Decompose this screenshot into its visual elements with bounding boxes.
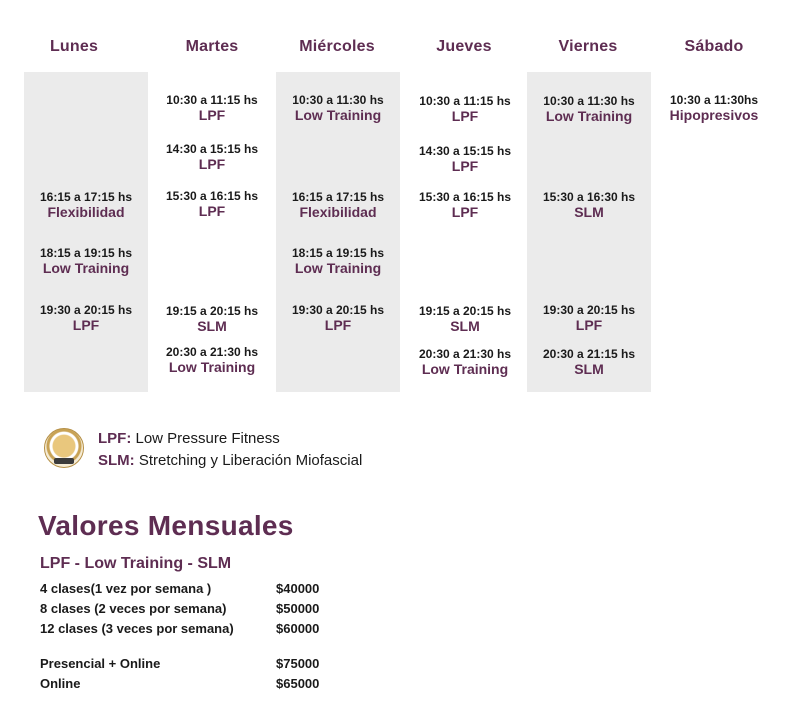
class-slot	[275, 303, 401, 333]
price-value: $60000	[276, 621, 320, 636]
class-slot	[651, 93, 777, 123]
slot-class: SLM	[574, 361, 604, 377]
slot-time: 14:30 a 15:15 hs	[165, 142, 259, 156]
class-slot	[402, 347, 528, 377]
legend-text: Low Pressure Fitness	[131, 430, 280, 447]
slot-time: 16:15 a 17:15 hs	[39, 190, 133, 204]
class-slot	[149, 189, 275, 219]
slot-time: 18:15 a 19:15 hs	[39, 246, 133, 260]
class-slot	[23, 190, 149, 220]
class-slot	[23, 303, 149, 333]
class-slot	[275, 93, 401, 123]
price-label: Presencial + Online	[40, 656, 161, 671]
class-slot	[402, 304, 528, 334]
class-slot	[402, 144, 528, 174]
slot-class: Low Training	[421, 361, 509, 377]
slot-class: LPF	[451, 204, 479, 220]
class-slot	[149, 142, 275, 172]
class-slot	[149, 93, 275, 123]
slot-time: 20:30 a 21:30 hs	[165, 345, 259, 359]
slot-time: 10:30 a 11:15 hs	[166, 93, 258, 107]
day-header-viernes: Viernes	[558, 38, 618, 55]
class-slot	[149, 304, 275, 334]
slot-class: Low Training	[294, 260, 382, 276]
slot-time: 19:30 a 20:15 hs	[542, 303, 636, 317]
class-slot	[23, 246, 149, 276]
class-slot	[526, 347, 652, 377]
slot-class: Flexibilidad	[299, 204, 377, 220]
slot-class: SLM	[574, 204, 604, 220]
slot-time: 15:30 a 16:15 hs	[165, 189, 259, 203]
class-slot	[402, 190, 528, 220]
slot-class: Low Training	[168, 359, 256, 375]
day-header-lunes: Lunes	[49, 38, 99, 55]
slot-time: 20:30 a 21:30 hs	[418, 347, 512, 361]
slot-time: 10:30 a 11:30 hs	[543, 94, 635, 108]
day-column-martes	[149, 72, 275, 392]
slot-time: 16:15 a 17:15 hs	[291, 190, 385, 204]
day-column-sabado	[651, 72, 777, 392]
slot-class: LPF	[451, 108, 479, 124]
slot-class: LPF	[451, 158, 479, 174]
slot-class: LPF	[198, 156, 226, 172]
class-slot	[526, 94, 652, 124]
slot-time: 19:30 a 20:15 hs	[39, 303, 133, 317]
class-slot	[275, 246, 401, 276]
price-value: $50000	[276, 601, 320, 616]
class-slot	[526, 303, 652, 333]
price-label: Online	[40, 676, 81, 691]
class-slot	[149, 345, 275, 375]
slot-time: 19:15 a 20:15 hs	[165, 304, 259, 318]
day-header-martes: Martes	[185, 38, 239, 55]
slot-class: Low Training	[42, 260, 130, 276]
class-slot	[526, 190, 652, 220]
price-value: $65000	[276, 676, 320, 691]
day-column-jueves	[402, 72, 528, 392]
slot-time: 10:30 a 11:30 hs	[292, 93, 384, 107]
slot-time: 18:15 a 19:15 hs	[291, 246, 385, 260]
slot-class: LPF	[72, 317, 100, 333]
slot-class: Flexibilidad	[47, 204, 125, 220]
price-value: $40000	[276, 581, 320, 596]
valores-subtitle: LPF - Low Training - SLM	[40, 555, 232, 572]
slot-time: 19:15 a 20:15 hs	[418, 304, 512, 318]
day-column-lunes	[23, 72, 149, 392]
price-label: 8 clases (2 veces por semana)	[40, 601, 227, 616]
legend-text: Stretching y Liberación Miofascial	[134, 452, 363, 469]
slot-class: LPF	[198, 107, 226, 123]
day-header-miercoles: Miércoles	[299, 38, 375, 55]
day-header-sabado: Sábado	[684, 38, 744, 55]
slot-time: 14:30 a 15:15 hs	[418, 144, 512, 158]
slot-time: 15:30 a 16:15 hs	[418, 190, 512, 204]
class-slot	[275, 190, 401, 220]
slot-class: SLM	[450, 318, 480, 334]
day-column-miercoles	[275, 72, 401, 392]
price-label: 4 clases(1 vez por semana )	[40, 581, 212, 596]
day-header-jueves: Jueves	[436, 38, 492, 55]
valores-title: Valores Mensuales	[38, 510, 294, 541]
price-label: 12 clases (3 veces por semana)	[40, 621, 234, 636]
slot-class: Low Training	[545, 108, 633, 124]
legend-item-slm	[98, 452, 362, 469]
slot-time: 19:30 a 20:15 hs	[291, 303, 385, 317]
slot-time: 15:30 a 16:30 hs	[542, 190, 636, 204]
slot-class: SLM	[197, 318, 227, 334]
slot-time: 20:30 a 21:15 hs	[542, 347, 636, 361]
slot-class: Low Training	[294, 107, 382, 123]
slot-class: LPF	[575, 317, 603, 333]
legend-abbr: SLM:	[98, 452, 135, 469]
slot-class: LPF	[198, 203, 226, 219]
slot-class: LPF	[324, 317, 352, 333]
slot-time: 10:30 a 11:15 hs	[419, 94, 511, 108]
day-column-viernes	[526, 72, 652, 392]
slot-class: Hipopresivos	[669, 107, 759, 123]
legend-item-lpf	[98, 430, 280, 447]
slot-time: 10:30 a 11:30hs	[669, 93, 759, 107]
legend-abbr: LPF:	[98, 430, 132, 447]
class-slot	[402, 94, 528, 124]
price-value: $75000	[276, 656, 320, 671]
certified-badge-icon	[44, 428, 84, 468]
